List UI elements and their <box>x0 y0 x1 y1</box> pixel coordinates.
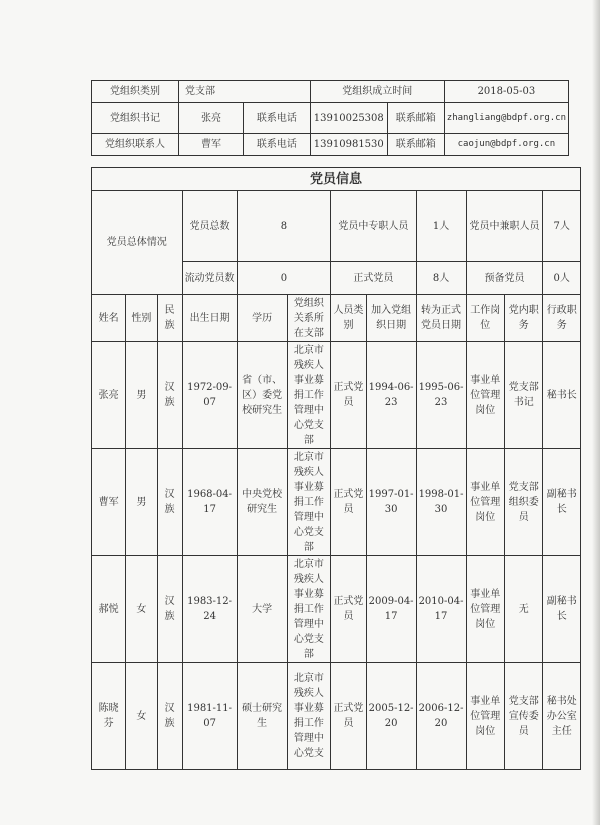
formal-value: 8人 <box>416 262 466 295</box>
floating-label: 流动党员数 <box>182 262 237 295</box>
cell-formal-date: 1995-06-23 <box>416 342 466 449</box>
secretary-email: zhangliang@bdpf.org.cn <box>444 103 568 134</box>
total-label: 党员总数 <box>182 191 237 262</box>
cell-ethnicity: 汉族 <box>157 556 182 663</box>
cell-name: 陈晓芬 <box>92 663 126 770</box>
col-header-name: 姓名 <box>92 295 126 342</box>
probationary-value: 0人 <box>543 262 581 295</box>
cell-category: 正式党员 <box>331 556 366 663</box>
secretary-phone-label: 联系电话 <box>244 103 311 134</box>
cell-join-date: 1994-06-23 <box>366 342 416 449</box>
table-row <box>92 556 581 663</box>
org-founded-label: 党组织成立时间 <box>310 81 444 103</box>
cell-name: 曹军 <box>92 449 126 556</box>
col-header-job: 工作岗位 <box>466 295 504 342</box>
cell-branch: 北京市残疾人事业募捐工作管理中心党支部 <box>287 342 331 449</box>
col-header-ethnicity: 民族 <box>157 295 182 342</box>
cell-ethnicity: 汉族 <box>157 342 182 449</box>
cell-party-role: 党支部书记 <box>504 342 542 449</box>
member-info-caption: 党员信息 <box>92 168 581 191</box>
cell-admin-role: 副秘书长 <box>543 449 581 556</box>
cell-gender: 女 <box>126 663 157 770</box>
cell-admin-role: 秘书处办公室主任 <box>543 663 581 770</box>
party-member-table <box>91 167 581 770</box>
cell-category: 正式党员 <box>331 449 366 556</box>
secretary-email-label: 联系邮箱 <box>387 103 444 134</box>
cell-name: 郝悦 <box>92 556 126 663</box>
cell-birth: 1983-12-24 <box>182 556 237 663</box>
secretary-label: 党组织书记 <box>92 103 179 134</box>
cell-party-role: 党支部宣传委员 <box>504 663 542 770</box>
parttime-value: 7人 <box>543 191 581 262</box>
cell-admin-role: 秘书长 <box>543 342 581 449</box>
cell-birth: 1972-09-07 <box>182 342 237 449</box>
cell-branch: 北京市残疾人事业募捐工作管理中心党支 <box>287 663 331 770</box>
col-header-join-date: 加入党组织日期 <box>366 295 416 342</box>
cell-ethnicity: 汉族 <box>157 663 182 770</box>
org-type-label: 党组织类别 <box>92 81 179 103</box>
probationary-label: 预备党员 <box>466 262 543 295</box>
cell-party-role: 无 <box>504 556 542 663</box>
table-row <box>92 663 581 770</box>
cell-party-role: 党支部组织委员 <box>504 449 542 556</box>
fulltime-label: 党员中专职人员 <box>331 191 416 262</box>
col-header-gender: 性别 <box>126 295 157 342</box>
page-edge-shadow <box>592 0 600 825</box>
cell-name: 张亮 <box>92 342 126 449</box>
cell-admin-role: 副秘书长 <box>543 556 581 663</box>
org-info-table <box>91 80 569 156</box>
cell-gender: 女 <box>126 556 157 663</box>
cell-join-date: 2009-04-17 <box>366 556 416 663</box>
col-header-branch: 党组织关系所在支部 <box>287 295 331 342</box>
cell-education: 硕士研究生 <box>237 663 287 770</box>
cell-birth: 1968-04-17 <box>182 449 237 556</box>
cell-job: 事业单位管理岗位 <box>466 556 504 663</box>
cell-formal-date: 2006-12-20 <box>416 663 466 770</box>
secretary-phone: 13910025308 <box>310 103 387 134</box>
cell-education: 省（市、区）委党校研究生 <box>237 342 287 449</box>
cell-education: 大学 <box>237 556 287 663</box>
cell-join-date: 1997-01-30 <box>366 449 416 556</box>
secretary-name: 张亮 <box>179 103 244 134</box>
cell-education: 中央党校研究生 <box>237 449 287 556</box>
col-header-birth: 出生日期 <box>182 295 237 342</box>
fulltime-value: 1人 <box>416 191 466 262</box>
cell-birth: 1981-11-07 <box>182 663 237 770</box>
org-founded-value: 2018-05-03 <box>444 81 568 103</box>
cell-branch: 北京市残疾人事业募捐工作管理中心党支部 <box>287 556 331 663</box>
table-row <box>92 342 581 449</box>
cell-category: 正式党员 <box>331 663 366 770</box>
table-row <box>92 449 581 556</box>
col-header-education: 学历 <box>237 295 287 342</box>
col-header-category: 人员类别 <box>331 295 366 342</box>
formal-label: 正式党员 <box>331 262 416 295</box>
parttime-label: 党员中兼职人员 <box>466 191 543 262</box>
liaison-phone: 13910981530 <box>310 134 387 156</box>
overall-label: 党员总体情况 <box>92 191 183 295</box>
cell-job: 事业单位管理岗位 <box>466 342 504 449</box>
cell-branch: 北京市残疾人事业募捐工作管理中心党支部 <box>287 449 331 556</box>
cell-ethnicity: 汉族 <box>157 449 182 556</box>
floating-value: 0 <box>237 262 331 295</box>
cell-join-date: 2005-12-20 <box>366 663 416 770</box>
cell-formal-date: 1998-01-30 <box>416 449 466 556</box>
cell-gender: 男 <box>126 449 157 556</box>
cell-category: 正式党员 <box>331 342 366 449</box>
total-value: 8 <box>237 191 331 262</box>
cell-formal-date: 2010-04-17 <box>416 556 466 663</box>
liaison-name: 曹军 <box>179 134 244 156</box>
cell-gender: 男 <box>126 342 157 449</box>
liaison-email: caojun@bdpf.org.cn <box>444 134 568 156</box>
col-header-formal-date: 转为正式党员日期 <box>416 295 466 342</box>
liaison-label: 党组织联系人 <box>92 134 179 156</box>
cell-job: 事业单位管理岗位 <box>466 663 504 770</box>
col-header-admin-role: 行政职务 <box>543 295 581 342</box>
col-header-party-role: 党内职务 <box>504 295 542 342</box>
liaison-email-label: 联系邮箱 <box>387 134 444 156</box>
org-type-value: 党支部 <box>179 81 311 103</box>
liaison-phone-label: 联系电话 <box>244 134 311 156</box>
cell-job: 事业单位管理岗位 <box>466 449 504 556</box>
